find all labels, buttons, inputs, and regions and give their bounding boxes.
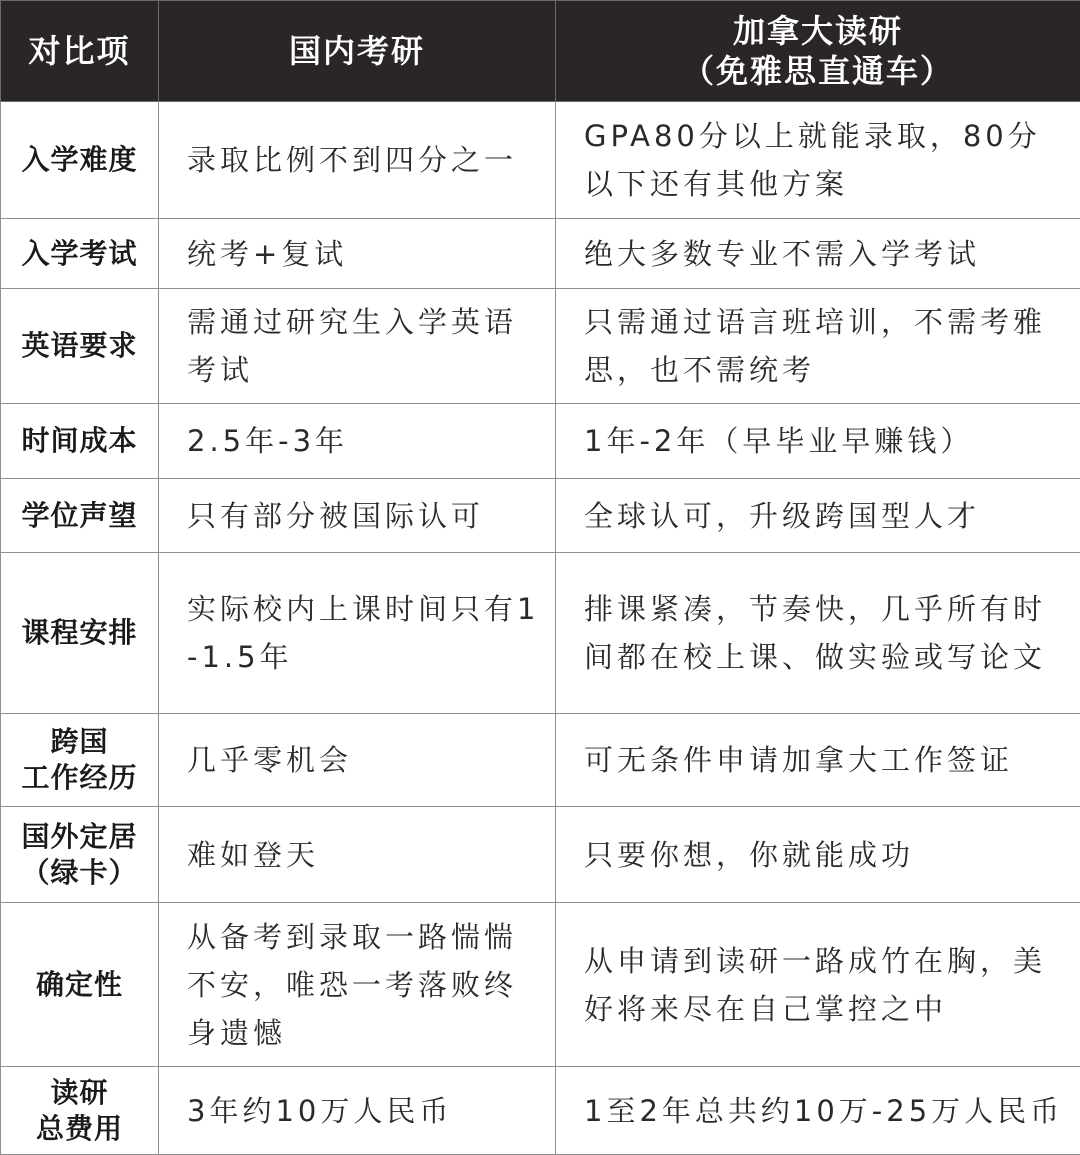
domestic-cell: 从备考到录取一路惴惴不安，唯恐一考落败终身遗憾 bbox=[159, 903, 556, 1067]
row-label-line: 确定性 bbox=[7, 967, 152, 1003]
row-label bbox=[1, 903, 159, 1067]
row-label-line: 读研 bbox=[7, 1075, 152, 1111]
row-label-line: 英语要求 bbox=[7, 328, 152, 364]
row-label-line: 国外定居 bbox=[7, 819, 152, 855]
domestic-cell: 几乎零机会 bbox=[159, 714, 556, 807]
header-row bbox=[1, 1, 1080, 102]
domestic-cell: 只有部分被国际认可 bbox=[159, 479, 556, 553]
header-canada-line1: 加拿大读研 bbox=[556, 11, 1080, 51]
canada-cell: 只要你想，你就能成功 bbox=[556, 807, 1080, 903]
table-row bbox=[1, 1067, 1080, 1155]
row-label bbox=[1, 553, 159, 714]
table-header bbox=[1, 1, 1080, 102]
row-label bbox=[1, 1067, 159, 1155]
canada-cell: 从申请到读研一路成竹在胸，美好将来尽在自己掌控之中 bbox=[556, 903, 1080, 1067]
row-label bbox=[1, 714, 159, 807]
row-label-line: （绿卡） bbox=[7, 855, 152, 891]
domestic-cell: 2.5年-3年 bbox=[159, 404, 556, 479]
canada-cell: 绝大多数专业不需入学考试 bbox=[556, 219, 1080, 289]
row-label-line: 入学考试 bbox=[7, 236, 152, 272]
canada-cell: GPA80分以上就能录取，80分以下还有其他方案 bbox=[556, 102, 1080, 219]
row-label bbox=[1, 479, 159, 553]
header-canada bbox=[556, 1, 1080, 102]
row-label bbox=[1, 807, 159, 903]
row-label-line: 时间成本 bbox=[7, 423, 152, 459]
row-label-line: 课程安排 bbox=[7, 615, 152, 651]
row-label bbox=[1, 219, 159, 289]
row-label bbox=[1, 102, 159, 219]
row-label-line: 学位声望 bbox=[7, 498, 152, 534]
table-row bbox=[1, 553, 1080, 714]
row-label-line: 工作经历 bbox=[7, 760, 152, 796]
domestic-cell: 3年约10万人民币 bbox=[159, 1067, 556, 1155]
header-canada-line2: （免雅思直通车） bbox=[556, 51, 1080, 91]
row-label-line: 跨国 bbox=[7, 724, 152, 760]
domestic-cell: 难如登天 bbox=[159, 807, 556, 903]
row-label-line: 总费用 bbox=[7, 1111, 152, 1147]
domestic-cell: 实际校内上课时间只有1-1.5年 bbox=[159, 553, 556, 714]
canada-cell: 只需通过语言班培训，不需考雅思，也不需统考 bbox=[556, 289, 1080, 404]
canada-cell: 可无条件申请加拿大工作签证 bbox=[556, 714, 1080, 807]
domestic-cell: 录取比例不到四分之一 bbox=[159, 102, 556, 219]
table-row bbox=[1, 404, 1080, 479]
table-row bbox=[1, 219, 1080, 289]
row-label-line: 入学难度 bbox=[7, 142, 152, 178]
table-row bbox=[1, 479, 1080, 553]
canada-cell: 全球认可，升级跨国型人才 bbox=[556, 479, 1080, 553]
domestic-cell: 需通过研究生入学英语考试 bbox=[159, 289, 556, 404]
table-row bbox=[1, 807, 1080, 903]
row-label bbox=[1, 289, 159, 404]
table-row bbox=[1, 714, 1080, 807]
table-row bbox=[1, 289, 1080, 404]
table-row bbox=[1, 102, 1080, 219]
row-label bbox=[1, 404, 159, 479]
domestic-cell: 统考+复试 bbox=[159, 219, 556, 289]
table-row bbox=[1, 903, 1080, 1067]
header-compare-item: 对比项 bbox=[1, 1, 159, 102]
canada-cell: 排课紧凑，节奏快，几乎所有时间都在校上课、做实验或写论文 bbox=[556, 553, 1080, 714]
canada-cell: 1至2年总共约10万-25万人民币 bbox=[556, 1067, 1080, 1155]
canada-cell: 1年-2年（早毕业早赚钱） bbox=[556, 404, 1080, 479]
header-domestic: 国内考研 bbox=[159, 1, 556, 102]
table-body bbox=[1, 102, 1080, 1155]
